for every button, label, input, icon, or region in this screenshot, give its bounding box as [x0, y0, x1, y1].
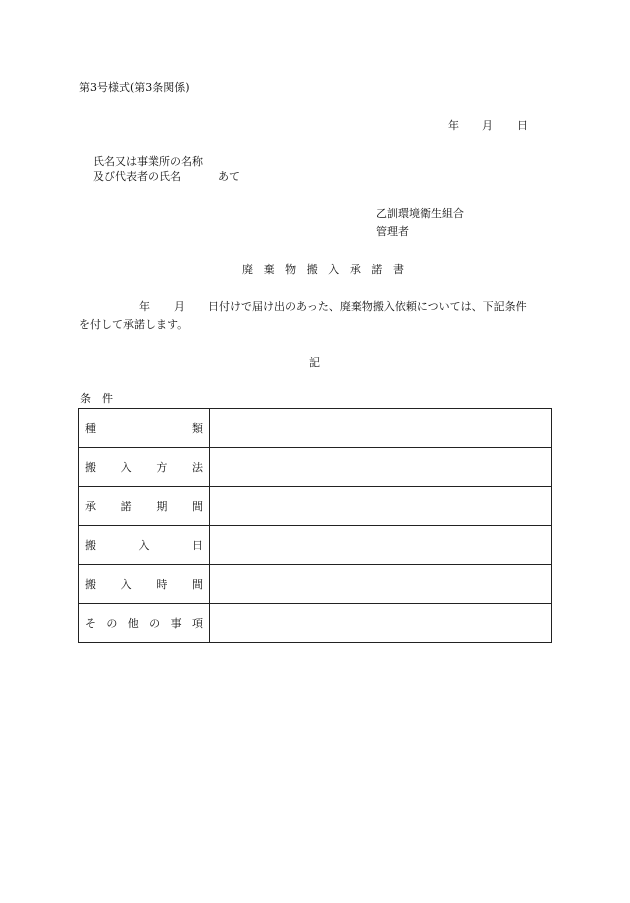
label-char: の [149, 617, 161, 630]
condition-value [210, 487, 552, 526]
addressee-name-line: 氏名又は事業所の名称 [93, 155, 203, 168]
label-char: 類 [192, 422, 203, 435]
label-char: 時 [156, 578, 168, 591]
condition-value [210, 409, 552, 448]
label-char: 搬 [85, 461, 96, 474]
label-char: 方 [156, 461, 168, 474]
body-line2: を付して承諾します。 [79, 318, 189, 331]
conditions-char: 件 [102, 392, 113, 405]
condition-label [79, 409, 210, 448]
label-char: そ [85, 617, 96, 630]
label-char: 間 [191, 500, 203, 513]
label-char: 入 [120, 461, 132, 474]
conditions-table [78, 408, 552, 643]
table-row [79, 526, 552, 565]
body-line1: 日付けで届け出のあった、廃棄物搬入依頼については、下記条件 [208, 300, 527, 313]
label-char: 法 [191, 461, 203, 474]
addressee-rep-line: 及び代表者の氏名 [93, 170, 181, 183]
label-char: 項 [191, 617, 203, 630]
condition-value [210, 604, 552, 643]
label-char: 事 [170, 617, 182, 630]
addressee-suffix: あて [218, 170, 240, 183]
label-char: 日 [192, 539, 203, 552]
label-char: 搬 [85, 539, 96, 552]
label-char: 種 [85, 422, 96, 435]
label-char: 他 [127, 617, 139, 630]
title-char: 入 [328, 263, 340, 276]
title-char: 諾 [371, 263, 383, 276]
condition-label [79, 526, 210, 565]
title-char: 搬 [306, 263, 318, 276]
title-char: 物 [285, 263, 297, 276]
label-char: 入 [138, 539, 150, 552]
issuer-role: 管理者 [376, 225, 409, 238]
form-number: 第3号様式(第3条関係) [79, 81, 190, 94]
condition-label [79, 565, 210, 604]
table-row [79, 487, 552, 526]
body-year: 年 [139, 300, 150, 313]
table-row [79, 604, 552, 643]
label-char: 間 [191, 578, 203, 591]
title-char: 書 [392, 263, 404, 276]
ki-heading: 記 [309, 356, 320, 369]
conditions-char: 条 [80, 392, 91, 405]
label-char: 搬 [85, 578, 96, 591]
condition-value [210, 448, 552, 487]
issuer-org: 乙訓環境衛生組合 [376, 207, 464, 220]
label-char: 諾 [120, 500, 132, 513]
table-row [79, 565, 552, 604]
label-char: 承 [85, 500, 96, 513]
condition-label [79, 604, 210, 643]
date-month: 月 [482, 119, 493, 132]
title-char: 廃 [242, 263, 253, 276]
label-char: 入 [120, 578, 132, 591]
table-row [79, 409, 552, 448]
body-month: 月 [174, 300, 185, 313]
title-char: 棄 [263, 263, 275, 276]
table-row [79, 448, 552, 487]
document-title [242, 264, 404, 275]
label-char: の [106, 617, 118, 630]
label-char: 期 [156, 500, 168, 513]
condition-label [79, 448, 210, 487]
condition-label [79, 487, 210, 526]
condition-value [210, 526, 552, 565]
title-char: 承 [349, 263, 361, 276]
date-year: 年 [448, 119, 459, 132]
conditions-heading [80, 393, 113, 404]
condition-value [210, 565, 552, 604]
date-day: 日 [517, 119, 528, 132]
